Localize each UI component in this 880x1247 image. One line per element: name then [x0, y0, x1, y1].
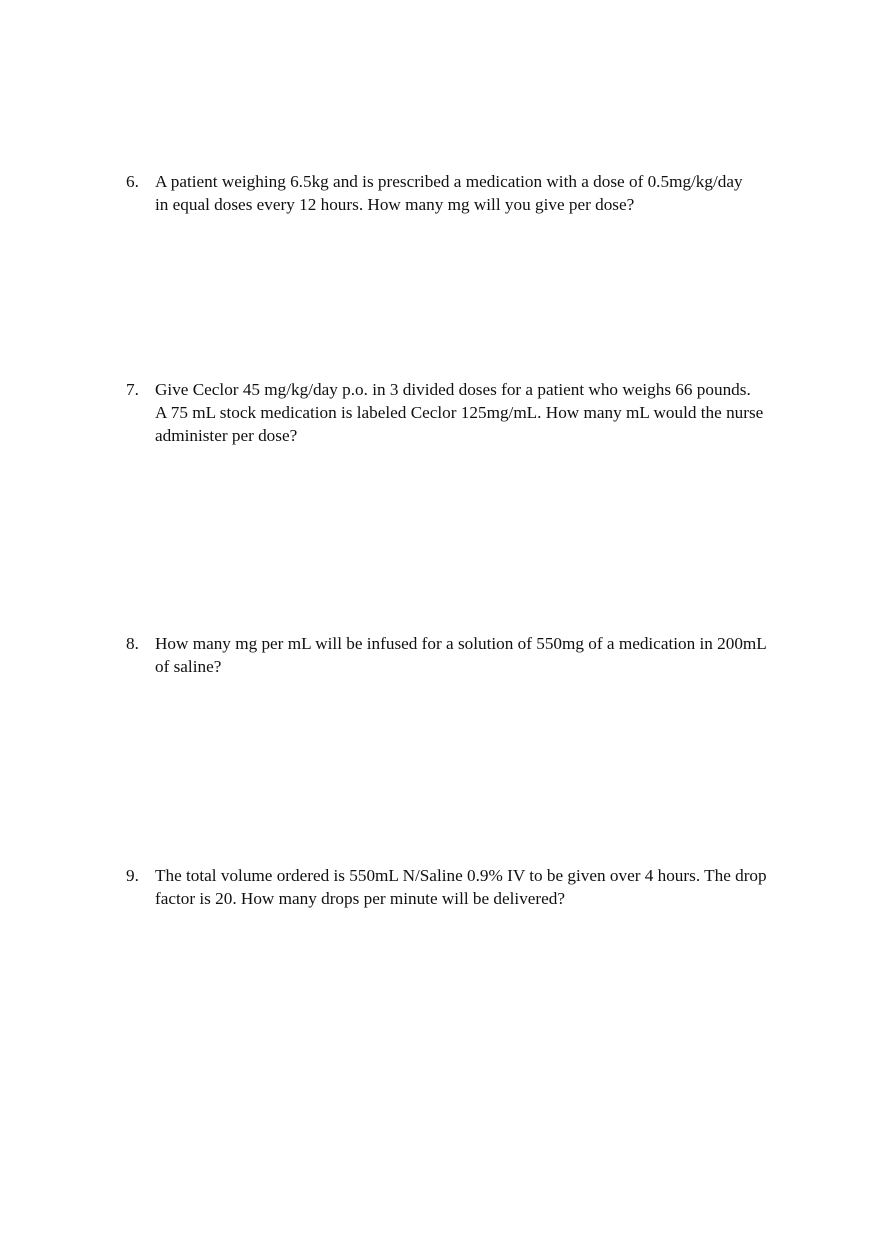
question-text-line: administer per dose?: [155, 426, 298, 445]
question-text-line: The total volume ordered is 550mL N/Saline 0.9% IV to be given over 4 hours. The drop: [155, 866, 767, 885]
question-7: [126, 378, 786, 447]
question-text-line: of saline?: [155, 657, 222, 676]
question-text-line: A 75 mL stock medication is labeled Ceclor 125mg/mL. How many mL would the nurse: [155, 403, 764, 422]
question-9: [126, 864, 786, 910]
question-text-line: factor is 20. How many drops per minute will be delivered?: [155, 889, 565, 908]
question-number: 9.: [126, 866, 139, 885]
question-number: 7.: [126, 380, 139, 399]
question-text-line: Give Ceclor 45 mg/kg/day p.o. in 3 divided doses for a patient who weighs 66 pounds.: [155, 380, 751, 399]
question-6: [126, 170, 786, 216]
question-text-line: A patient weighing 6.5kg and is prescribed a medication with a dose of 0.5mg/kg/day: [155, 172, 743, 191]
question-number: 8.: [126, 634, 139, 653]
question-text-line: How many mg per mL will be infused for a solution of 550mg of a medication in 200mL: [155, 634, 767, 653]
question-number: 6.: [126, 172, 139, 191]
question-8: [126, 632, 786, 678]
question-text-line: in equal doses every 12 hours. How many mg will you give per dose?: [155, 195, 635, 214]
